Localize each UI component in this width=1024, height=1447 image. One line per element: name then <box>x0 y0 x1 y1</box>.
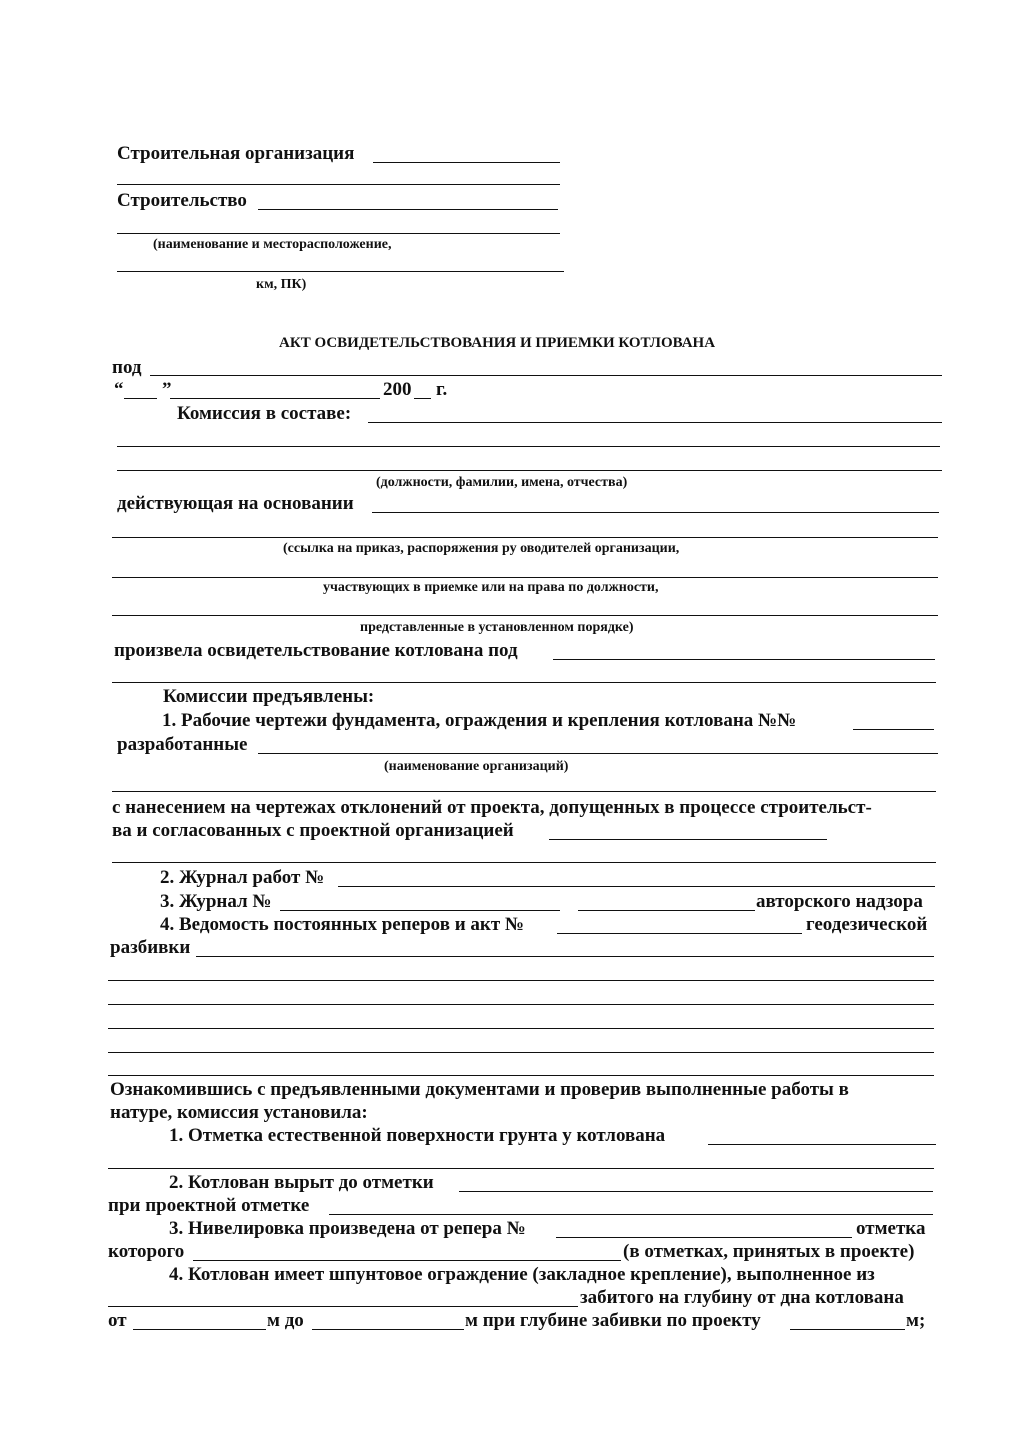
design-org-field[interactable] <box>549 839 827 840</box>
pod-label: под <box>112 357 142 378</box>
findings-intro-line-1: Ознакомившись с предъявленными документами и проверив выполненные работы в <box>110 1079 849 1100</box>
location-field[interactable] <box>117 271 564 272</box>
date-open-quote: “ <box>114 379 124 400</box>
m-depth-label: м при глубине забивки по проекту <box>465 1310 761 1331</box>
breakdown-field-3[interactable] <box>108 1004 934 1005</box>
deviations-line-2: ва и согласованных с проектной организацией <box>112 820 514 841</box>
deviations-line-1: с нанесением на чертежах отклонений от проекта, допущенных в процессе строительст- <box>112 797 872 818</box>
date-close-quote: ” <box>162 379 172 400</box>
date-year-field[interactable] <box>414 398 431 399</box>
geodetic-label: геодезической <box>806 914 928 935</box>
document-title: АКТ ОСВИДЕТЕЛЬСТВОВАНИЯ И ПРИЕМКИ КОТЛОВАНА <box>279 335 716 351</box>
name-location-hint: (наименование и месторасположение, <box>153 237 392 252</box>
findings-intro-line-2: натуре, комиссия установила: <box>110 1102 368 1123</box>
sheet-pile-material-field[interactable] <box>108 1306 578 1307</box>
inspected-label: произвела освидетельствование котлована под <box>114 640 518 661</box>
presented-item-3: 3. Журнал № <box>160 891 272 912</box>
date-day-field[interactable] <box>124 398 157 399</box>
commission-label: Комиссия в составе: <box>177 403 352 424</box>
journal-number-field[interactable] <box>280 910 560 911</box>
presented-item-4: 4. Ведомость постоянных реперов и акт № <box>160 914 525 935</box>
which-label: которого <box>108 1241 185 1262</box>
acting-field-2[interactable] <box>112 537 938 538</box>
journal-type-field[interactable] <box>578 910 755 911</box>
depth-to-field[interactable] <box>312 1329 464 1330</box>
author-supervision-label: авторского надзора <box>756 891 923 912</box>
dug-mark-field[interactable] <box>459 1191 933 1192</box>
presented-item-2: 2. Журнал работ № <box>160 867 325 888</box>
date-month-field[interactable] <box>170 398 380 399</box>
breakdown-field-4[interactable] <box>108 1028 934 1029</box>
construction-org-label: Строительная организация <box>117 143 355 164</box>
construction-field[interactable] <box>258 209 558 210</box>
construction-label: Строительство <box>117 190 247 211</box>
benchmark-number-field[interactable] <box>556 1237 852 1238</box>
acting-field[interactable] <box>372 512 939 513</box>
accepted-marks-label: (в отметках, принятых в проекте) <box>623 1241 915 1262</box>
presented-heading: Комиссии предъявлены: <box>163 686 375 707</box>
geodetic-act-field[interactable] <box>557 933 802 934</box>
design-mark-label: при проектной отметке <box>108 1195 310 1216</box>
developed-field[interactable] <box>258 753 938 754</box>
km-pk-hint: км, ПК) <box>256 277 307 292</box>
commission-field-2[interactable] <box>117 446 940 447</box>
driven-depth-label: забитого на глубину от дна котлована <box>580 1287 904 1308</box>
acting-field-4[interactable] <box>112 615 938 616</box>
finding-2: 2. Котлован вырыт до отметки <box>169 1172 434 1193</box>
construction-org-field-2[interactable] <box>117 184 560 185</box>
mark-label: отметка <box>856 1218 926 1239</box>
date-year-label: 200 <box>383 379 412 400</box>
finding-3: 3. Нивелировка произведена от репера № <box>169 1218 526 1239</box>
m-to-label: м до <box>267 1310 304 1331</box>
commission-field-3[interactable] <box>117 470 942 471</box>
inspected-field-2[interactable] <box>112 682 936 683</box>
m-end-label: м; <box>906 1310 926 1331</box>
acting-label: действующая на основании <box>117 493 354 514</box>
date-year-suffix: г. <box>436 379 448 400</box>
established-hint: представленные в установленном порядке) <box>360 620 634 635</box>
pod-field[interactable] <box>150 375 942 376</box>
design-mark-field[interactable] <box>329 1214 933 1215</box>
breakdown-field-2[interactable] <box>108 980 934 981</box>
benchmark-mark-field[interactable] <box>193 1260 621 1261</box>
breakdown-field-6[interactable] <box>108 1075 934 1076</box>
org-names-hint: (наименование организаций) <box>384 759 569 774</box>
finding-1: 1. Отметка естественной поверхности грунта у котлована <box>169 1125 666 1146</box>
work-journal-field[interactable] <box>338 886 935 887</box>
presented-item-1: 1. Рабочие чертежи фундамента, ограждения и крепления котлована №№ <box>162 710 797 731</box>
surface-mark-field[interactable] <box>708 1144 936 1145</box>
drawings-number-field[interactable] <box>853 729 934 730</box>
breakdown-label: разбивки <box>110 937 191 958</box>
construction-field-2[interactable] <box>117 233 560 234</box>
design-depth-field[interactable] <box>790 1329 905 1330</box>
participants-hint: участвующих в приемке или на права по должности, <box>323 580 659 595</box>
surface-mark-field-2[interactable] <box>108 1168 934 1169</box>
commission-field[interactable] <box>368 422 942 423</box>
developed-field-2[interactable] <box>112 791 936 792</box>
breakdown-field[interactable] <box>196 956 934 957</box>
finding-4: 4. Котлован имеет шпунтовое ограждение (закладное крепление), выполненное из <box>169 1264 875 1285</box>
developed-label: разработанные <box>117 734 248 755</box>
design-org-field-2[interactable] <box>112 862 936 863</box>
inspected-field[interactable] <box>553 659 935 660</box>
acting-field-3[interactable] <box>112 577 938 578</box>
construction-org-field[interactable] <box>373 162 560 163</box>
order-hint: (ссылка на приказ, распоряжения ру оводителей организации, <box>283 541 680 556</box>
depth-from-field[interactable] <box>133 1329 266 1330</box>
positions-hint: (должности, фамилии, имена, отчества) <box>376 475 628 490</box>
breakdown-field-5[interactable] <box>108 1052 934 1053</box>
from-label: от <box>108 1310 127 1331</box>
